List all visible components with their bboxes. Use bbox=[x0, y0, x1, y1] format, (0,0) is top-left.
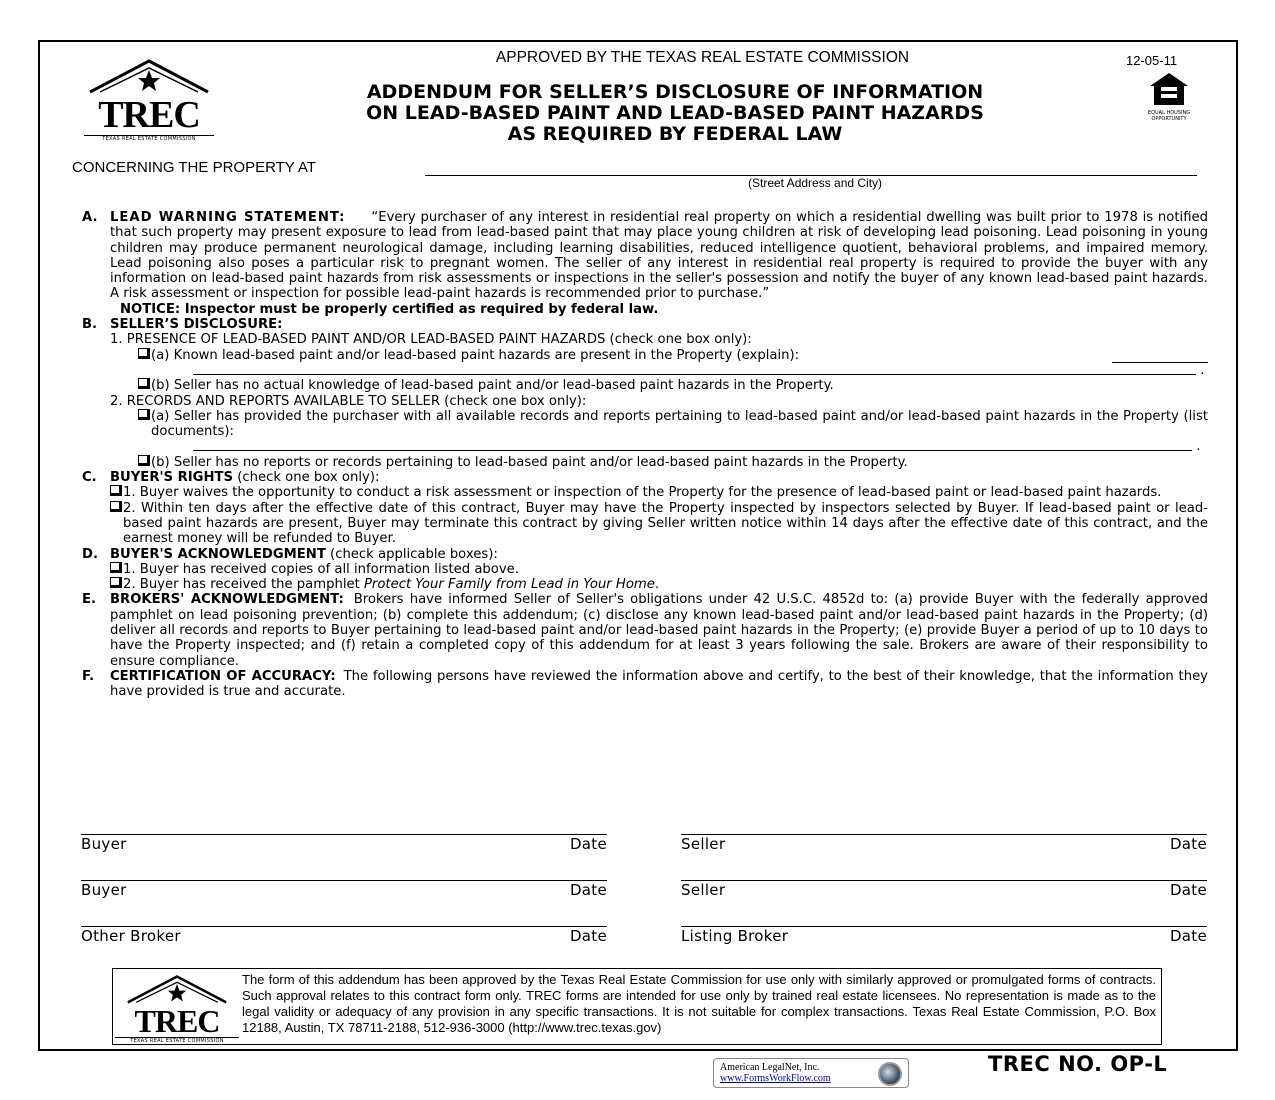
globe-icon bbox=[878, 1062, 902, 1086]
form-number: TREC NO. OP-L bbox=[988, 1052, 1168, 1076]
checkbox-d2[interactable] bbox=[110, 577, 122, 588]
notice: NOTICE: Inspector must be properly certified as required by federal law. bbox=[120, 301, 659, 317]
formsworkflow-link[interactable]: www.FormsWorkFlow.com bbox=[720, 1073, 831, 1084]
form-date: 12-05-11 bbox=[1126, 53, 1178, 68]
house-star-icon bbox=[122, 974, 232, 1004]
c1-option: 1. Buyer waives the opportunity to conduct a risk assessment or inspection of the Property for the presence of lead-based paint or lead-based paint hazards. bbox=[82, 485, 1208, 500]
explain-field-2[interactable] bbox=[193, 363, 1196, 375]
trec-footer-logo: TREC TEXAS REAL ESTATE COMMISSION bbox=[115, 974, 239, 1044]
footer-text: The form of this addendum has been approved by the Texas Real Estate Commission for use only with similarly approved or promulgated forms of contracts. Such approval relates to this contract form only. TREC forms are intended for use only by trained real estate licensees. No representation is made as to the legal validity or adequacy of any provision in any specific transactions. It is not suitable for complex transactions. Texas Real Estate Commission, P.O. Box 12188, Austin, TX 78711-2188, 512-936-3000 (http://www.trec.texas.gov) bbox=[242, 972, 1156, 1035]
section-b: B. SELLER’S DISCLOSURE: bbox=[82, 317, 283, 333]
signature-listing-broker[interactable]: Listing Broker Date bbox=[681, 927, 1207, 945]
d1-option: 1. Buyer has received copies of all information listed above. bbox=[82, 562, 1208, 577]
checkbox-c2[interactable] bbox=[110, 501, 122, 512]
d2-option: 2. Buyer has received the pamphlet Protect Your Family from Lead in Your Home. bbox=[82, 577, 1208, 592]
b2b-option: (b) Seller has no reports or records pertaining to lead-based paint and/or lead-based paint hazards in the Property. bbox=[82, 455, 1208, 470]
form-body: A. LEAD WARNING STATEMENT: “Every purchaser of any interest in residential real property on which a residential dwelling was built prior to 1978 is notified that such property may present exposure to lead from lead-based paint that may place young children at risk of developing lead poisoning. Lead poisoning in young children may produce permanent neurological damage, including learning disabilities, reduced intelligence quotient, behavioral problems, and impaired memory. Lead poisoning also poses a particular risk to pregnant women. The seller of any interest in residential real property is required to provide the buyer with any information on lead-based paint hazards from risk assessments or inspections in the seller's possession and notify the buyer of any known lead-based paint hazards. A risk assessment or inspection for possible lead-paint hazards is recommended prior to purchase.” NOTICE: Inspector must be properly certified as required by federal law. B. SELLER’S DISCLOSURE: 1. PRESENCE OF LEAD-BASED PAINT AND/OR LEAD-BASED PAINT HAZARDS (check one box only): (a) Known lead-based paint and/or lead-based paint hazards are present in the Property (explain): . (b) Seller has no actual knowledge of lead-based paint and/or lead-based paint hazards in the Property. 2. RECORDS AND REPORTS AVAILABLE TO SELLER (check one box only): (a) Seller has provided the purchaser with all available records and reports pertaining to lead-based paint and/or lead-based paint hazards in the Property (list documents): . (b) Seller has no reports or records pertaining to lead-based paint and/or lead-based paint hazards in the Property. C. BUYER'S RIGHTS (check one box only): 1. Buyer waives the opportunity to conduct a risk assessment or inspection of the Property for the presence of lead-based paint or lead-based paint hazards. 2. Within ten days after the effective date of this contract, Buyer may have the Property inspected by inspectors selected by Buyer. If lead-based paint or lead-based paint hazards are present, Buyer may terminate this contract by giving Seller written notice within 14 days after the effective date of this contract, and the earnest money will be refunded to Buyer. D. BUYER'S ACKNOWLEDGMENT (check applicable boxes): 1. Buyer has received copies of all information listed above. 2. Buyer has received the pamphlet Protect Your Family from Lead in Your Home. E. BROKERS' ACKNOWLEDGMENT: Brokers have informed Seller of Seller's obligations under 42 U.S.C. 4852d to: (a) provide Buyer with the federally approved pamphlet on lead poisoning prevention; (b) complete this addendum; (c) disclose any known lead-based paint and/or lead-based paint hazards in the Property; (d) deliver all records and reports to Buyer pertaining to lead-based paint and/or lead-based paint hazards in the Property; (e) provide Buyer a period of up to 10 days to have the Property inspected; and (f) retain a completed copy of this addendum for at least 3 years following the sale. Brokers are aware of their responsibility to ensure compliance. F. CERTIFICATION OF ACCURACY: The following persons have reviewed the information above and certify, to the best of their knowledge, that the information they have provided is true and accurate. bbox=[82, 210, 1208, 700]
b2-heading: 2. RECORDS AND REPORTS AVAILABLE TO SELLER (check one box only): bbox=[110, 393, 587, 409]
checkbox-b2a[interactable] bbox=[138, 409, 150, 420]
checkbox-b1a[interactable] bbox=[138, 348, 150, 359]
property-sublabel: (Street Address and City) bbox=[748, 176, 883, 190]
section-d: D. BUYER'S ACKNOWLEDGMENT (check applicable boxes): bbox=[82, 546, 498, 562]
b1b-option: (b) Seller has no actual knowledge of lead-based paint and/or lead-based paint hazards in the Property. bbox=[82, 378, 1208, 393]
section-a: A. LEAD WARNING STATEMENT: “Every purchaser of any interest in residential real property on which a residential dwelling was built prior to 1978 is notified that such property may present exposure to lead from lead-based paint that may place young children at risk of developing lead poisoning. Lead poisoning in young children may produce permanent neurological damage, including learning disabilities, reduced intelligence quotient, behavioral problems, and impaired memory. Lead poisoning also poses a particular risk to pregnant women. The seller of any interest in residential real property is required to provide the buyer with any information on lead-based paint hazards from risk assessments or inspections in the seller's possession and notify the buyer of any known lead-based paint hazards. A risk assessment or inspection for possible lead-paint hazards is recommended prior to purchase.” bbox=[82, 210, 1208, 302]
property-address-field[interactable] bbox=[425, 158, 1197, 176]
signature-seller-2[interactable]: Seller Date bbox=[681, 881, 1207, 899]
page-title: ADDENDUM FOR SELLER’S DISCLOSURE OF INFORMATION ON LEAD-BASED PAINT AND LEAD-BASED PAINT HAZARDS AS REQUIRED BY FEDERAL LAW bbox=[366, 81, 984, 145]
section-e: E. BROKERS' ACKNOWLEDGMENT: Brokers have informed Seller of Seller's obligations under 42 U.S.C. 4852d to: (a) provide Buyer with the federally approved pamphlet on lead poisoning prevention; (b) complete this addendum; (c) disclose any known lead-based paint and/or lead-based paint hazards in the Property; (d) deliver all records and reports to Buyer pertaining to lead-based paint and/or lead-based paint hazards in the Property; (e) provide Buyer a period of up to 10 days to have the Property inspected; and (f) retain a completed copy of this addendum for at least 3 years following the sale. Brokers are aware of their responsibility to ensure compliance. bbox=[82, 592, 1208, 669]
documents-field[interactable] bbox=[193, 439, 1192, 451]
checkbox-c1[interactable] bbox=[110, 485, 122, 496]
signature-buyer-2[interactable]: Buyer Date bbox=[81, 881, 607, 899]
checkbox-b2b[interactable] bbox=[138, 455, 150, 466]
signature-other-broker[interactable]: Other Broker Date bbox=[81, 927, 607, 945]
b1a-option: (a) Known lead-based paint and/or lead-based paint hazards are present in the Property (explain): bbox=[82, 348, 1208, 363]
property-label: CONCERNING THE PROPERTY AT bbox=[72, 159, 316, 176]
approved-heading: APPROVED BY THE TEXAS REAL ESTATE COMMISSION bbox=[495, 49, 910, 66]
equal-housing-icon bbox=[1149, 72, 1189, 106]
checkbox-b1b[interactable] bbox=[138, 378, 150, 389]
c2-option: 2. Within ten days after the effective date of this contract, Buyer may have the Property inspected by inspectors selected by Buyer. If lead-based paint or lead-based paint hazards are present, Buyer may terminate this contract by giving Seller written notice within 14 days after the effective date of this contract, and the earnest money will be refunded to Buyer. bbox=[82, 501, 1208, 547]
section-c: C. BUYER'S RIGHTS (check one box only): bbox=[82, 470, 380, 486]
b2a-option: (a) Seller has provided the purchaser with all available records and reports pertaining to lead-based paint and/or lead-based paint hazards in the Property (list documents): bbox=[82, 409, 1208, 440]
explain-field[interactable] bbox=[1112, 348, 1208, 363]
american-legalnet-badge[interactable]: American LegalNet, Inc. www.FormsWorkFlow.com bbox=[713, 1058, 909, 1088]
signature-buyer-1[interactable]: Buyer Date bbox=[81, 835, 607, 853]
trec-logo: TREC TEXAS REAL ESTATE COMMISSION bbox=[84, 58, 214, 142]
checkbox-d1[interactable] bbox=[110, 562, 122, 573]
signature-seller-1[interactable]: Seller Date bbox=[681, 835, 1207, 853]
section-f: F. CERTIFICATION OF ACCURACY: The following persons have reviewed the information above and certify, to the best of their knowledge, that the information they have provided is true and accurate. bbox=[82, 668, 1208, 700]
equal-housing-logo: EQUAL HOUSING OPPORTUNITY bbox=[1130, 72, 1208, 122]
b1-heading: 1. PRESENCE OF LEAD-BASED PAINT AND/OR LEAD-BASED PAINT HAZARDS (check one box only): bbox=[110, 332, 752, 348]
